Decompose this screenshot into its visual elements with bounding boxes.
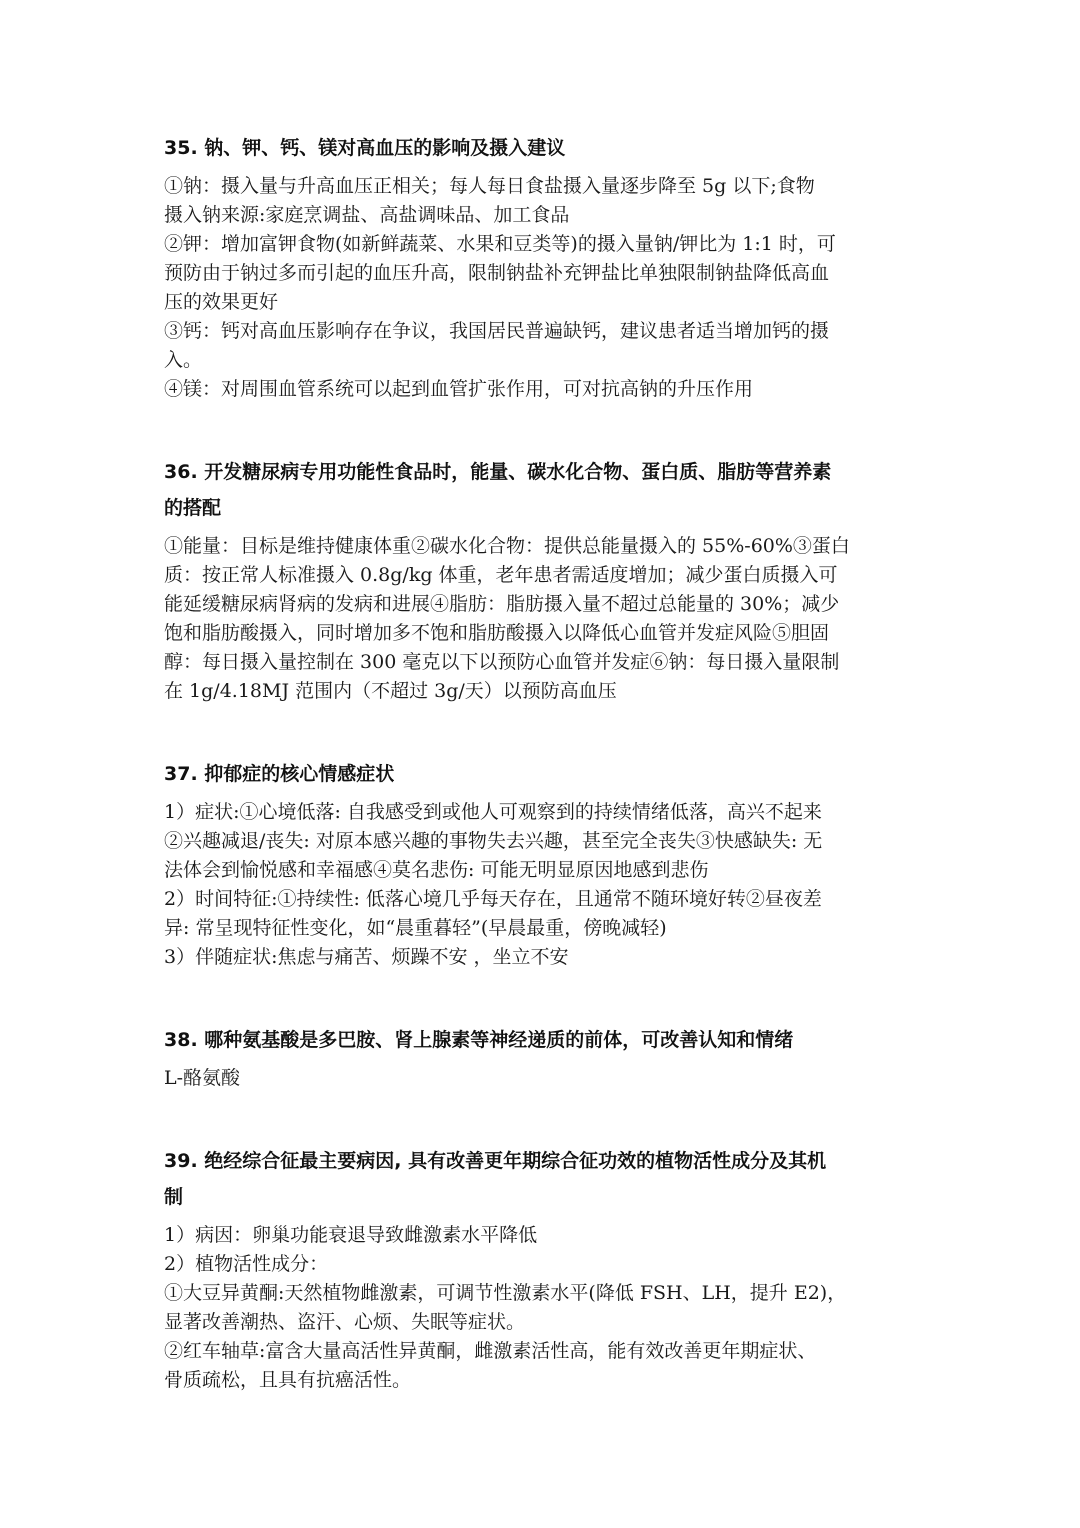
question-title-line: 制 <box>164 1186 184 1208</box>
answer-line: 异: 常呈现特征性变化，如“晨重暮轻”(早晨最重，傍晚减轻) <box>164 917 667 939</box>
answer-line: 在 1g/4.18MJ 范围内（不超过 3g/天）以预防高血压 <box>164 680 617 702</box>
answer-body <box>164 1064 920 1093</box>
answer-line: ③钙：钙对高血压影响存在争议，我国居民普遍缺钙，建议患者适当增加钙的摄 <box>164 320 830 342</box>
question-title <box>164 130 920 166</box>
answer-body <box>164 532 920 706</box>
answer-line: ②钾：增加富钾食物(如新鲜蔬菜、水果和豆类等)的摄入量钠/钾比为 1:1 时，可 <box>164 233 836 255</box>
answer-line: 压的效果更好 <box>164 291 279 313</box>
answer-line: 醇：每日摄入量控制在 300 毫克以下以预防心血管并发症⑥钠：每日摄入量限制 <box>164 651 840 673</box>
answer-line: 饱和脂肪酸摄入，同时增加多不饱和脂肪酸摄入以降低心血管并发症风险⑤胆固 <box>164 622 830 644</box>
answer-line: 预防由于钠过多而引起的血压升高，限制钠盐补充钾盐比单独限制钠盐降低高血 <box>164 262 830 284</box>
answer-line: ①大豆异黄酮:天然植物雌激素，可调节性激素水平(降低 FSH、LH，提升 E2)， <box>164 1282 847 1304</box>
section-gap <box>164 404 920 454</box>
question-title <box>164 1022 920 1058</box>
document-page <box>164 130 920 1395</box>
answer-line: 摄入钠来源:家庭烹调盐、高盐调味品、加工食品 <box>164 204 570 226</box>
question-title-line: 35. 钠、钾、钙、镁对高血压的影响及摄入建议 <box>164 137 566 159</box>
answer-line: ①钠：摄入量与升高血压正相关；每人每日食盐摄入量逐步降至 5g 以下;食物 <box>164 175 815 197</box>
answer-line: L-酪氨酸 <box>164 1067 241 1089</box>
answer-line: 2）时间特征:①持续性: 低落心境几乎每天存在，且通常不随环境好转②昼夜差 <box>164 888 822 910</box>
answer-line: 质：按正常人标准摄入 0.8g/kg 体重，老年患者需适度增加；减少蛋白质摄入可 <box>164 564 838 586</box>
question-37 <box>164 756 920 972</box>
section-gap <box>164 1093 920 1143</box>
answer-line: 入。 <box>164 349 203 371</box>
answer-line: ②兴趣减退/丧失: 对原本感兴趣的事物失去兴趣，甚至完全丧失③快感缺失: 无 <box>164 830 823 852</box>
answer-line: 1）症状:①心境低落: 自我感受到或他人可观察到的持续情绪低落，高兴不起来 <box>164 801 822 823</box>
answer-line: ④镁：对周围血管系统可以起到血管扩张作用，可对抗高钠的升压作用 <box>164 378 754 400</box>
answer-line: 1）病因：卵巢功能衰退导致雌激素水平降低 <box>164 1224 538 1246</box>
section-gap <box>164 972 920 1022</box>
question-title-line: 的搭配 <box>164 497 222 519</box>
question-title <box>164 756 920 792</box>
question-39 <box>164 1143 920 1395</box>
answer-body <box>164 1221 920 1395</box>
answer-line: 显著改善潮热、盗汗、心烦、失眠等症状。 <box>164 1311 526 1333</box>
question-title-line: 36. 开发糖尿病专用功能性食品时，能量、碳水化合物、蛋白质、脂肪等营养素 <box>164 461 832 483</box>
answer-body <box>164 172 920 404</box>
answer-line: ①能量：目标是维持健康体重②碳水化合物：提供总能量摄入的 55%-60%③蛋白 <box>164 535 850 557</box>
question-36 <box>164 454 920 706</box>
question-title-line: 37. 抑郁症的核心情感症状 <box>164 763 395 785</box>
section-gap <box>164 706 920 756</box>
answer-line: ②红车轴草:富含大量高活性异黄酮，雌激素活性高，能有效改善更年期症状、 <box>164 1340 817 1362</box>
answer-body <box>164 798 920 972</box>
answer-line: 法体会到愉悦感和幸福感④莫名悲伤: 可能无明显原因地感到悲伤 <box>164 859 709 881</box>
question-title <box>164 1143 920 1215</box>
answer-line: 骨质疏松，且具有抗癌活性。 <box>164 1369 412 1391</box>
question-38 <box>164 1022 920 1093</box>
question-35 <box>164 130 920 404</box>
answer-line: 能延缓糖尿病肾病的发病和进展④脂肪：脂肪摄入量不超过总能量的 30%；减少 <box>164 593 840 615</box>
question-title-line: 39. 绝经综合征最主要病因, 具有改善更年期综合征功效的植物活性成分及其机 <box>164 1150 827 1172</box>
answer-line: 3）伴随症状:焦虑与痛苦、烦躁不安 ，坐立不安 <box>164 946 569 968</box>
answer-line: 2）植物活性成分： <box>164 1253 329 1275</box>
question-title <box>164 454 920 526</box>
question-title-line: 38. 哪种氨基酸是多巴胺、肾上腺素等神经递质的前体，可改善认知和情绪 <box>164 1029 794 1051</box>
